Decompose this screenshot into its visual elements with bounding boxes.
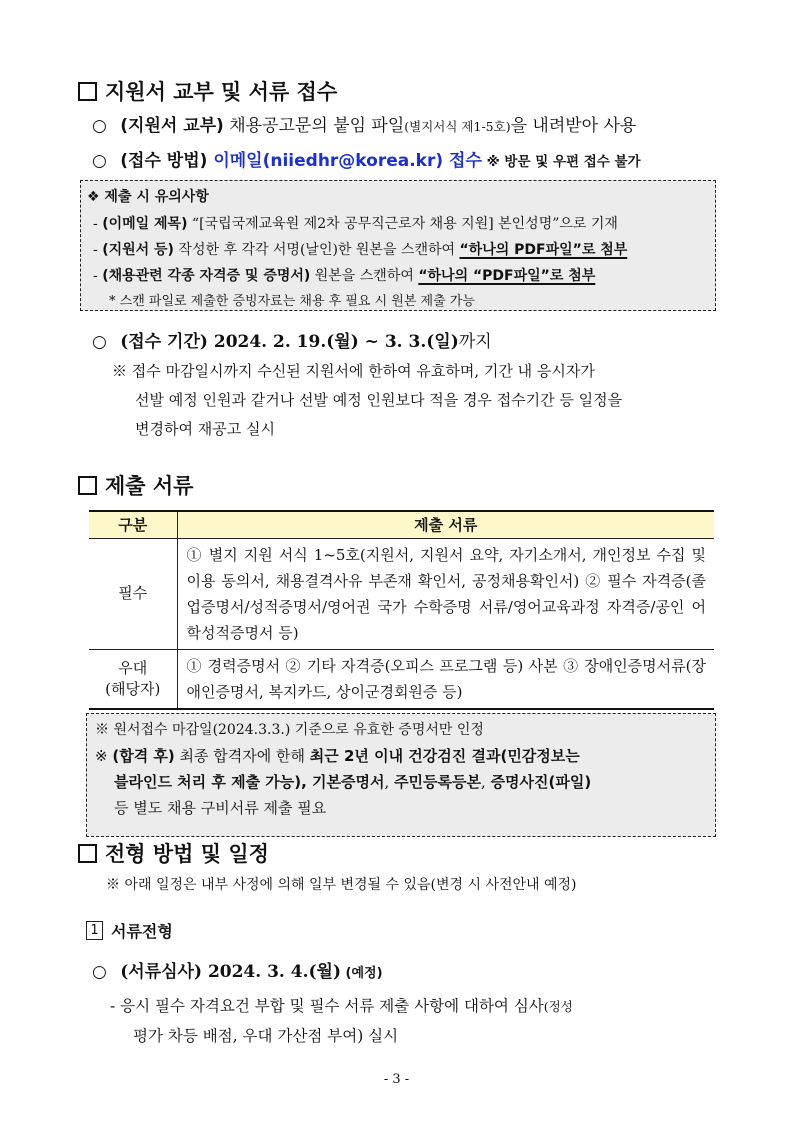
table-header-category: 구분 <box>89 511 177 538</box>
period-note-line-1: ※ 접수 마감일시까지 수신된 지원서에 한하여 유효하며, 기간 내 응시자가 <box>112 362 595 380</box>
section-title-text: 제출 서류 <box>105 474 194 498</box>
notice-valid-certificates: ※ 원서접수 마감일(2024.3.3.) 기준으로 유효한 증명서만 인정 <box>95 722 484 738</box>
category-line-2: (해당자) <box>105 679 161 698</box>
notice-bold: 최근 2년 이내 건강검진 결과(민감정보는 <box>309 747 580 765</box>
item-text-2: 을 내려받아 사용 <box>510 116 637 136</box>
section-title-selection <box>78 838 269 868</box>
notice-text: , <box>481 773 491 791</box>
description-text: - 응시 필수 자격요건 부합 및 필수 서류 제출 사항에 대하여 심사 <box>110 997 544 1015</box>
item-text: 까지 <box>458 332 492 352</box>
notice-text: “[국립국제교육원 제2차 공무직근로자 채용 지원] 본인성명”으로 기재 <box>187 216 618 232</box>
notice-scan-note: * 스캔 파일로 제출한 증빙자료는 채용 후 필요 시 원본 제출 가능 <box>109 294 475 309</box>
checkbox-square-icon <box>78 82 97 101</box>
item-text: 채용공고문의 붙임 파일 <box>223 116 405 136</box>
item-label: (접수 기간) 2024. 2. 19.(월) ~ 3. 3.(일) <box>120 332 459 352</box>
section-title-text: 지원서 교부 및 서류 접수 <box>105 80 338 104</box>
notice-line-email-subject <box>93 213 618 233</box>
dash: - <box>93 216 103 232</box>
notice-emphasis: “하나의 “PDF파일”로 첨부 <box>418 268 596 284</box>
page-number: - 3 - <box>383 1072 410 1087</box>
dash: - <box>93 268 103 284</box>
bullet-circle: ○ <box>92 332 107 352</box>
notice-text: 원본을 스캔하여 <box>310 268 419 284</box>
item-small-text: (별지서식 제1-5호) <box>404 119 511 134</box>
documents-notice-box <box>86 713 716 837</box>
notice-bold: 블라인드 처리 후 제출 가능), 기본증명서 <box>114 773 385 791</box>
bullet-circle: ○ <box>92 151 107 171</box>
notice-after-pass-line-1 <box>95 745 580 766</box>
notice-line-application <box>93 239 627 259</box>
no-visit-note: ※ 방문 및 우편 접수 불가 <box>481 154 641 170</box>
table-row <box>89 538 714 649</box>
required-documents-table <box>89 510 714 710</box>
notice-after-pass-line-2 <box>114 771 591 792</box>
table-header-row <box>89 511 714 538</box>
bullet-circle: ○ <box>92 116 107 136</box>
notice-heading: ❖ 제출 시 유의사항 <box>87 189 209 205</box>
step-number-box: 1 <box>86 921 103 940</box>
period-note-line-3: 변경하여 재공고 실시 <box>135 420 275 438</box>
document-review-item <box>92 957 383 982</box>
notice-text: 최종 합격자에 한해 <box>174 747 310 765</box>
category-line-1: 우대 <box>118 659 148 678</box>
table-row <box>89 649 714 709</box>
section-title-documents <box>78 470 193 500</box>
item-tentative: (예정) <box>341 966 383 981</box>
application-distribution-item <box>92 111 636 136</box>
table-header-documents: 제출 서류 <box>177 511 714 538</box>
note-mark: ※ <box>95 747 113 765</box>
review-description-line-1 <box>110 994 573 1016</box>
item-label: (지원서 교부) <box>120 116 224 136</box>
notice-bold: 주민등록등본 <box>394 773 482 791</box>
section-title-text: 전형 방법 및 일정 <box>105 842 269 866</box>
schedule-change-note: ※ 아래 일정은 내부 사정에 의해 일부 변경될 수 있음(변경 시 사전안내 예정) <box>106 877 577 893</box>
step-document-screening <box>86 919 173 942</box>
notice-bold: 증명사진(파일) <box>490 773 592 791</box>
notice-label: (채용관련 각종 자격증 및 증명서) <box>102 268 311 284</box>
table-cell-content: ① 별지 지원 서식 1~5호(지원서, 지원서 요약, 자기소개서, 개인정보 수집 및 이용 동의서, 채용결격사유 부존재 확인서, 공정채용확인서) ② 필수 자격증(졸업증명서/성적증명서/영어권 국가 수학증명 서류/영어교육과정 자격증/공인 어학성적증명서 등) <box>177 538 714 649</box>
dash: - <box>93 242 103 258</box>
description-small-text: (정성 <box>543 999 573 1014</box>
step-label: 서류전형 <box>111 922 173 941</box>
notice-text: , <box>384 773 395 791</box>
bullet-circle: ○ <box>92 962 107 982</box>
email-address: 이메일(niiedhr@korea.kr) 접수 <box>207 151 482 171</box>
period-note-line-2: 선발 예정 인원과 같거나 선발 예정 인원보다 적을 경우 접수기간 등 일정을 <box>135 391 623 409</box>
notice-after-pass-line-3: 등 별도 채용 구비서류 제출 필요 <box>114 799 327 817</box>
table-cell-category <box>89 649 177 709</box>
checkbox-square-icon <box>78 476 97 495</box>
notice-text: 작성한 후 각각 서명(날인)한 원본을 스캔하여 <box>173 242 460 258</box>
submission-method-item <box>92 146 641 171</box>
submission-notice-box <box>80 180 716 311</box>
notice-label: (지원서 등) <box>102 242 174 258</box>
item-label: (접수 방법) <box>120 151 208 171</box>
table-cell-content: ① 경력증명서 ② 기타 자격증(오피스 프로그램 등) 사본 ③ 장애인증명서류(장애인증명서, 복지카드, 상이군경회원증 등) <box>177 649 714 709</box>
section-title-application <box>78 76 337 106</box>
item-label: (서류심사) 2024. 3. 4.(월) <box>120 962 342 982</box>
notice-label: (합격 후) <box>112 747 175 765</box>
notice-label: (이메일 제목) <box>102 216 188 232</box>
submission-period-item <box>92 327 492 352</box>
table-cell-category: 필수 <box>89 538 177 649</box>
notice-emphasis: “하나의 PDF파일”로 첨부 <box>459 242 628 258</box>
checkbox-square-icon <box>78 844 97 863</box>
review-description-line-2: 평가 차등 배점, 우대 가산점 부여) 실시 <box>133 1027 399 1045</box>
notice-line-certificates <box>93 265 595 285</box>
